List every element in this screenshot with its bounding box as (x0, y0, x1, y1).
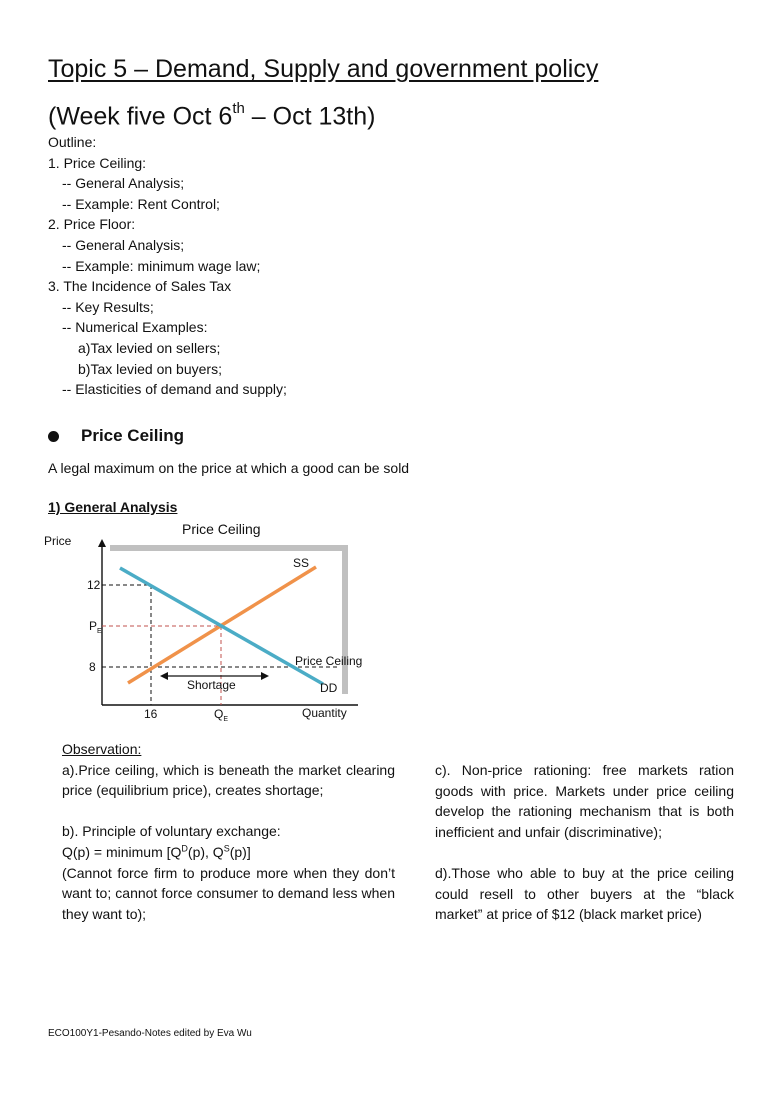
x-tick-label-qe (214, 707, 228, 723)
shortage-label: Shortage (187, 678, 236, 692)
week-superscript: th (232, 100, 245, 117)
observation-d: d).Those who able to buy at the price ceiling could resell to other buyers at the “black market” at price of $12 (black market price) (435, 864, 734, 923)
ceiling-bar-side (342, 545, 348, 694)
y-tick-pe-main: P (89, 619, 98, 633)
section-heading-label: Price Ceiling (81, 426, 184, 445)
subsection-heading: 1) General Analysis (48, 499, 178, 515)
week-subtitle (48, 96, 375, 131)
formula-part: (p), Q (187, 843, 224, 860)
week-suffix: – Oct 13th) (244, 102, 376, 131)
observation-b-text: (Cannot force firm to produce more when they don’t want to; cannot force consumer to demand less when they want to); (62, 864, 395, 922)
formula-sup-d: D (181, 843, 188, 854)
shortage-arrow-left-icon (160, 672, 168, 680)
bullet-icon (48, 431, 59, 442)
observation-left-column (62, 739, 395, 924)
ceiling-bar-top (110, 545, 348, 551)
outline-item: 2. Price Floor: (48, 216, 136, 233)
formula-part: (p)] (229, 843, 251, 860)
definition-text: A legal maximum on the price at which a good can be sold (48, 460, 410, 476)
ceiling-label: Price Ceiling (295, 654, 363, 668)
y-tick-label-pe (89, 619, 102, 635)
observation-b-formula (62, 842, 395, 863)
outline-item: 3. The Incidence of Sales Tax (48, 278, 232, 295)
x-axis-label: Quantity (302, 706, 347, 720)
outline-item: -- General Analysis; (62, 175, 185, 192)
page-title: Topic 5 – Demand, Supply and government policy (48, 55, 599, 83)
observation-title: Observation: (62, 741, 142, 757)
shortage-arrow-right-icon (261, 672, 269, 680)
outline-item: a)Tax levied on sellers; (78, 339, 221, 356)
outline-item: b)Tax levied on buyers; (78, 360, 222, 377)
chart-title: Price Ceiling (182, 521, 261, 537)
observation-a: a).Price ceiling, which is beneath the market clearing price (equilibrium price), creates shortage; (62, 761, 395, 799)
observation-right-column (435, 760, 734, 925)
y-tick-label: 8 (89, 660, 96, 674)
outline (48, 132, 287, 400)
formula-part: Q(p) = minimum [Q (62, 843, 182, 860)
x-tick-label: 16 (144, 707, 158, 721)
observation-b-title: b). Principle of voluntary exchange: (62, 823, 281, 840)
supply-label: SS (293, 556, 310, 570)
y-tick-label: 12 (87, 578, 101, 592)
y-axis-arrow-icon (98, 539, 106, 547)
outline-item: -- Example: minimum wage law; (62, 257, 261, 274)
y-tick-pe-sub: E (97, 628, 102, 635)
y-axis-label: Price (44, 534, 72, 548)
outline-item: -- General Analysis; (62, 236, 185, 253)
outline-item: -- Numerical Examples: (62, 319, 208, 336)
week-prefix: (Week five Oct 6 (48, 102, 233, 131)
price-ceiling-chart (40, 517, 370, 727)
outline-item: 1. Price Ceiling: (48, 154, 147, 171)
section-heading (48, 426, 184, 446)
footer-text: ECO100Y1-Pesando-Notes edited by Eva Wu (48, 1028, 252, 1039)
demand-label: DD (320, 681, 338, 695)
outline-item: -- Elasticities of demand and supply; (62, 381, 287, 398)
outline-item: -- Example: Rent Control; (62, 195, 220, 212)
x-tick-qe-main: Q (214, 707, 224, 721)
outline-heading: Outline: (48, 134, 97, 150)
observation-c: c). Non-price rationing: free markets ration goods with price. Markets under price ceiling develop the rationing mechanism that is both inefficient and unfair (discriminative); (435, 762, 734, 840)
formula-sup-s: S (223, 843, 230, 854)
outline-item: -- Key Results; (62, 298, 154, 315)
x-tick-qe-sub: E (223, 716, 229, 723)
